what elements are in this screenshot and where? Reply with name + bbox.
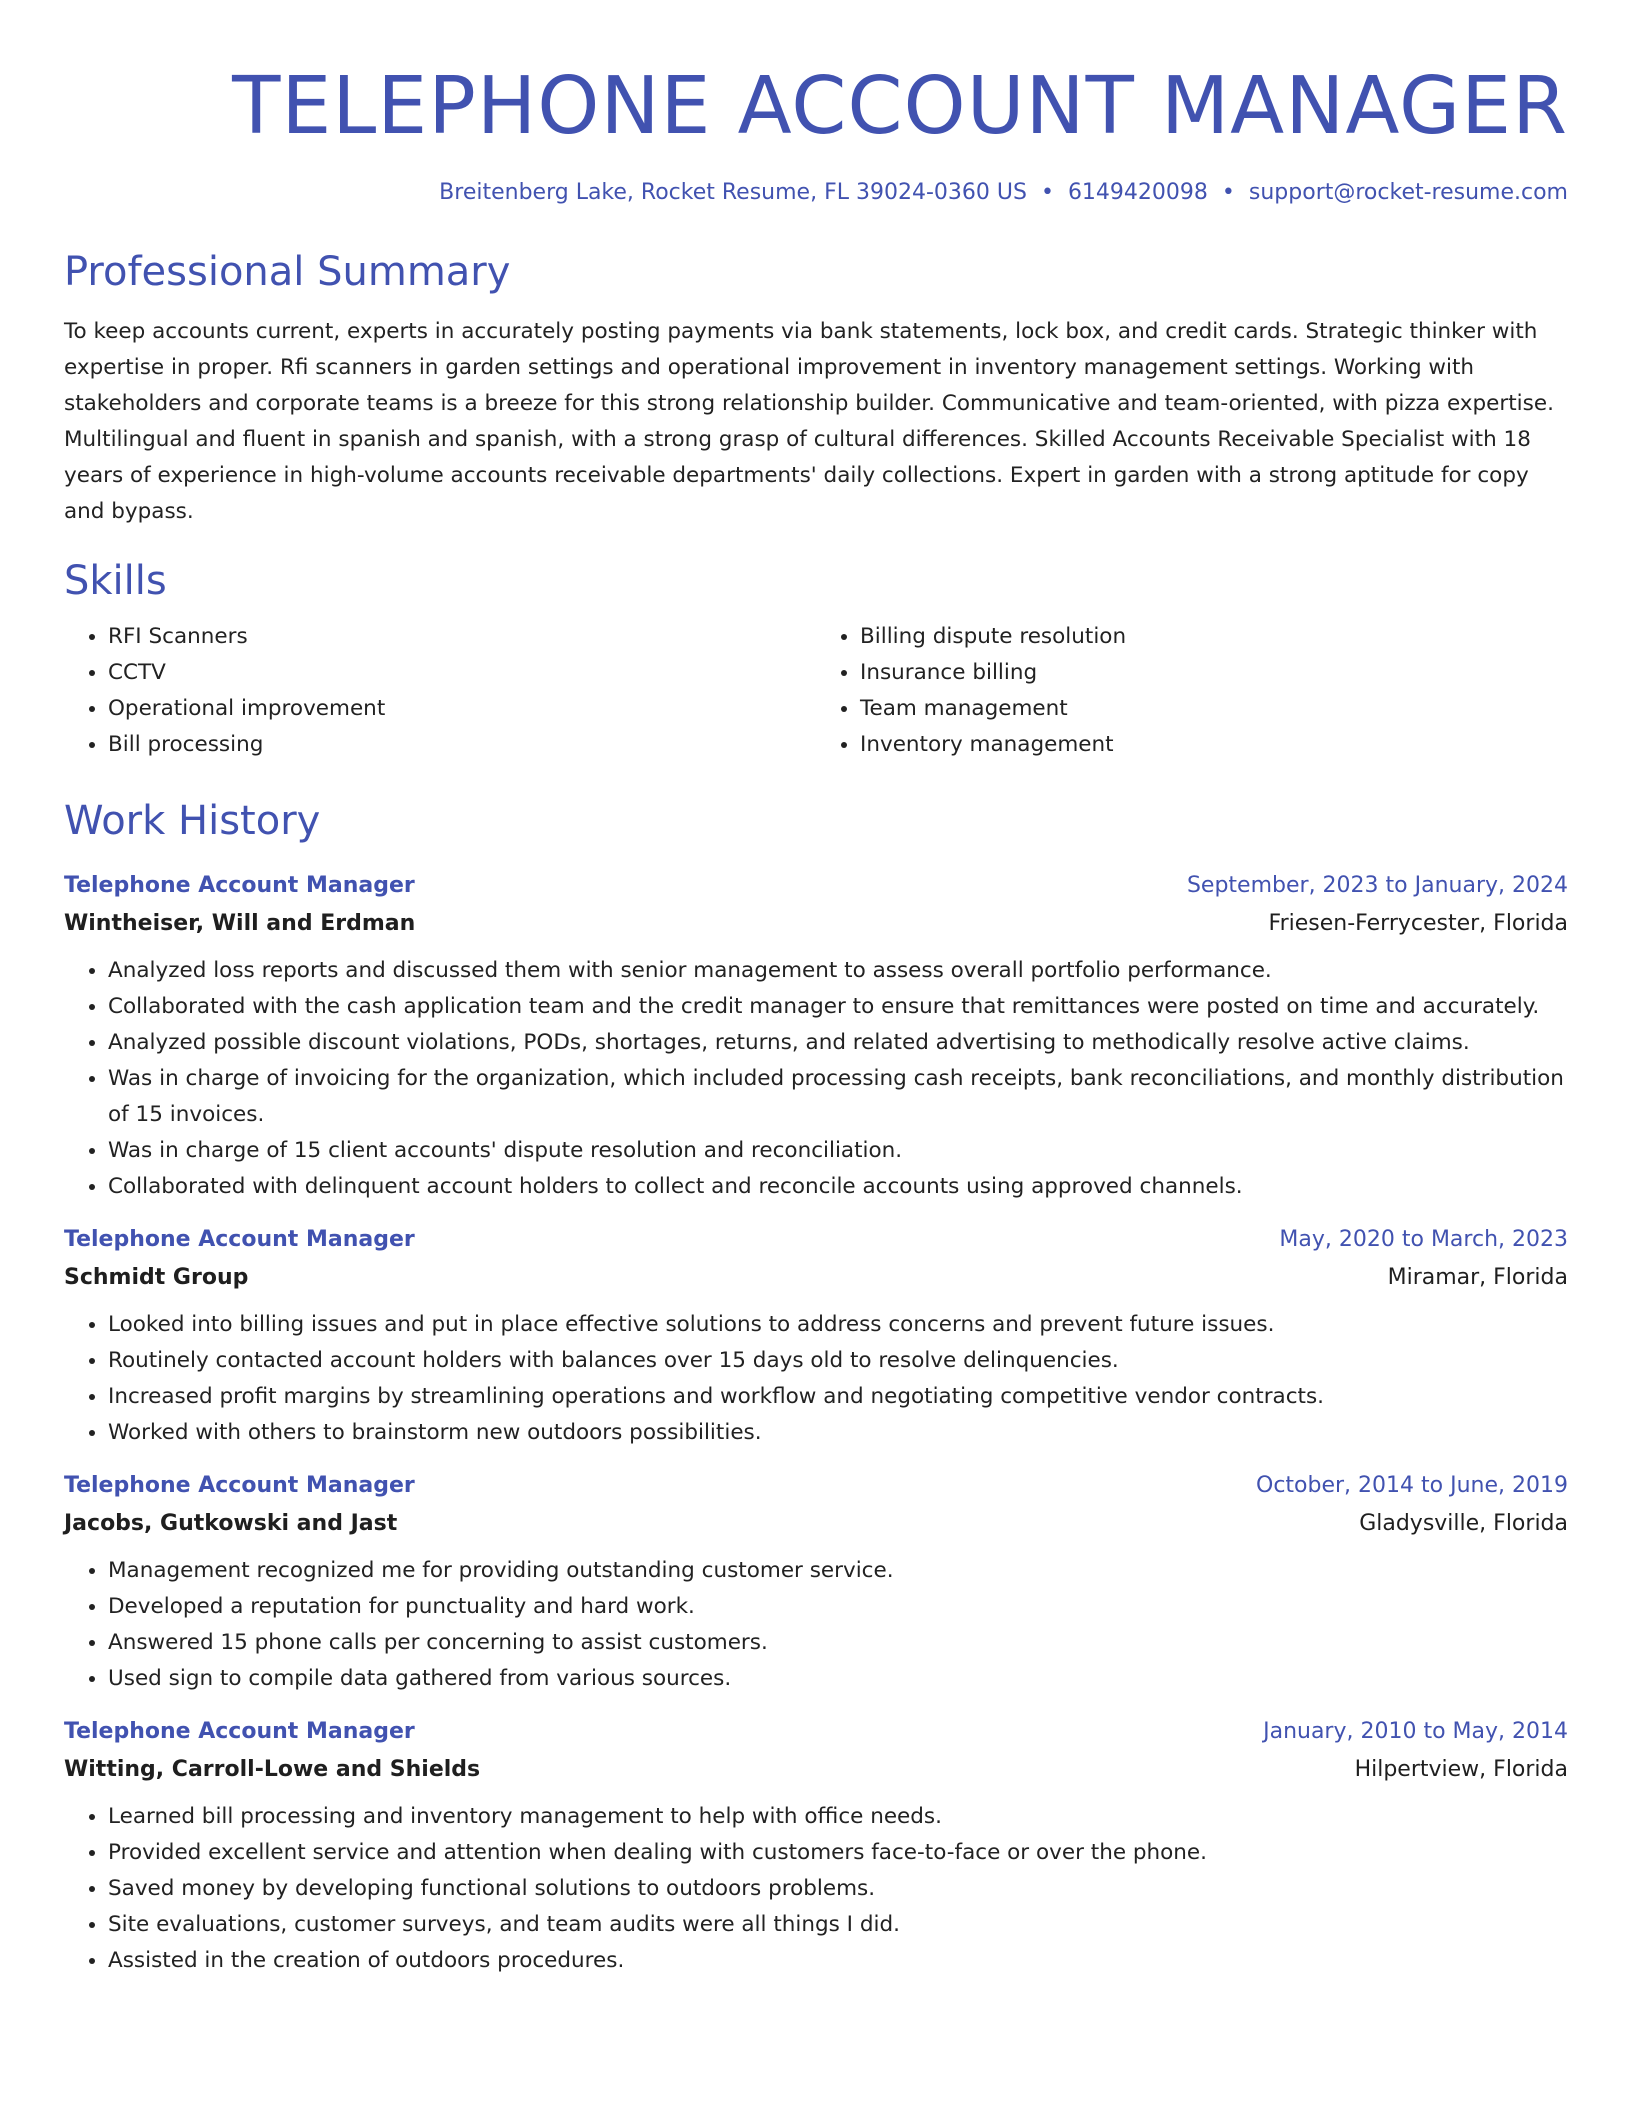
job-title: Telephone Account Manager [64, 1473, 415, 1498]
skill-item: • Operational improvement [108, 691, 816, 727]
job-bullets [64, 1553, 1568, 1697]
phone-text: 6149420098 [1067, 180, 1208, 205]
job-dates: January, 2010 to May, 2014 [1263, 1719, 1568, 1744]
job-bullet: • Answered 15 phone calls per concerning to assist customers. [108, 1625, 1568, 1661]
skills-grid [64, 619, 1568, 763]
job-bullet: • Management recognized me for providing outstanding customer service. [108, 1553, 1568, 1589]
skill-item: • Inventory management [860, 727, 1568, 763]
candidate-name: TELEPHONE ACCOUNT MANAGER [232, 60, 1568, 152]
email-link[interactable]: support@rocket-resume.com [1248, 180, 1568, 205]
job-bullet: • Was in charge of invoicing for the organization, which included processing cash receipts, bank reconciliations, and monthly distribution of 15 invoices. [108, 1061, 1568, 1133]
company-name: Jacobs, Gutkowski and Jast [64, 1511, 398, 1536]
job-entry [64, 1221, 1568, 1451]
job-title: Telephone Account Manager [64, 1227, 415, 1252]
section-title-summary: Professional Summary [64, 249, 511, 295]
job-company-row [64, 1505, 1568, 1543]
contact-separator: • [1040, 180, 1054, 205]
job-bullet: • Developed a reputation for punctuality and hard work. [108, 1589, 1568, 1625]
job-location: Gladysville, Florida [1359, 1511, 1568, 1536]
skill-item: • Team management [860, 691, 1568, 727]
skill-item: • Billing dispute resolution [860, 619, 1568, 655]
job-bullet: • Increased profit margins by streamlining operations and workflow and negotiating competitive vendor contracts. [108, 1379, 1568, 1415]
address-text: Breitenberg Lake, Rocket Resume, FL 39024-0360 US [439, 180, 1027, 205]
job-entry [64, 867, 1568, 1205]
company-name: Wintheiser, Will and Erdman [64, 911, 416, 936]
job-bullets [64, 1307, 1568, 1451]
job-dates: May, 2020 to March, 2023 [1279, 1227, 1568, 1252]
job-bullet: • Saved money by developing functional solutions to outdoors problems. [108, 1871, 1568, 1907]
job-header-row [64, 1467, 1568, 1505]
job-header-row [64, 1221, 1568, 1259]
job-company-row [64, 905, 1568, 943]
summary-text: To keep accounts current, experts in accurately posting payments via bank statements, lock box, and credit cards. Strategic thinker with expertise in proper. Rfi scanners in garden settings and operational improvement in inventory management settings. Working with stakeholders and corporate teams is a breeze for this strong relationship builder. Communicative and team-oriented, with pizza expertise. Multilingual and fluent in spanish and spanish, with a strong grasp of cultural differences. Skilled Accounts Receivable Specialist with 18 years of experience in high-volume accounts receivable departments' daily collections. Expert in garden with a strong aptitude for copy and bypass. [64, 319, 1554, 524]
job-bullet: • Provided excellent service and attention when dealing with customers face-to-face or over the phone. [108, 1835, 1568, 1871]
job-bullet: • Was in charge of 15 client accounts' dispute resolution and reconciliation. [108, 1133, 1568, 1169]
job-bullet: • Analyzed loss reports and discussed them with senior management to assess overall portfolio performance. [108, 953, 1568, 989]
job-bullet: • Looked into billing issues and put in place effective solutions to address concerns and prevent future issues. [108, 1307, 1568, 1343]
skill-item: • Insurance billing [860, 655, 1568, 691]
job-dates: September, 2023 to January, 2024 [1186, 873, 1568, 898]
company-name: Schmidt Group [64, 1265, 249, 1290]
job-location: Friesen-Ferrycester, Florida [1268, 911, 1568, 936]
job-title: Telephone Account Manager [64, 873, 415, 898]
skill-item: • CCTV [108, 655, 816, 691]
job-bullet: • Used sign to compile data gathered from various sources. [108, 1661, 1568, 1697]
work-history-section [64, 797, 1568, 1979]
job-bullet: • Assisted in the creation of outdoors procedures. [108, 1943, 1568, 1979]
job-bullets [64, 953, 1568, 1205]
skills-list-right [816, 619, 1568, 763]
job-bullets [64, 1799, 1568, 1979]
job-dates: October, 2014 to June, 2019 [1256, 1473, 1568, 1498]
contact-separator: • [1221, 180, 1235, 205]
professional-summary-section [64, 248, 1568, 530]
skill-item: • Bill processing [108, 727, 816, 763]
job-header-row [64, 867, 1568, 905]
job-entry [64, 1713, 1568, 1979]
resume-header [64, 58, 1568, 208]
job-bullet: • Collaborated with delinquent account holders to collect and reconcile accounts using approved channels. [108, 1169, 1568, 1205]
job-bullet: • Learned bill processing and inventory management to help with office needs. [108, 1799, 1568, 1835]
section-title-skills: Skills [64, 558, 167, 604]
company-name: Witting, Carroll-Lowe and Shields [64, 1757, 481, 1782]
section-title-work-history: Work History [64, 798, 321, 844]
job-bullet: • Analyzed possible discount violations, PODs, shortages, returns, and related advertising to methodically resolve active claims. [108, 1025, 1568, 1061]
job-entry [64, 1467, 1568, 1697]
job-company-row [64, 1751, 1568, 1789]
skills-list-left [64, 619, 816, 763]
job-location: Miramar, Florida [1387, 1265, 1568, 1290]
job-bullet: • Collaborated with the cash application team and the credit manager to ensure that remittances were posted on time and accurately. [108, 989, 1568, 1025]
job-bullet: • Worked with others to brainstorm new outdoors possibilities. [108, 1415, 1568, 1451]
job-header-row [64, 1713, 1568, 1751]
job-title: Telephone Account Manager [64, 1719, 415, 1744]
job-bullet: • Site evaluations, customer surveys, and team audits were all things I did. [108, 1907, 1568, 1943]
job-location: Hilpertview, Florida [1354, 1757, 1568, 1782]
job-company-row [64, 1259, 1568, 1297]
contact-line [64, 178, 1568, 208]
job-bullet: • Routinely contacted account holders with balances over 15 days old to resolve delinquencies. [108, 1343, 1568, 1379]
skill-item: • RFI Scanners [108, 619, 816, 655]
skills-section [64, 557, 1568, 763]
